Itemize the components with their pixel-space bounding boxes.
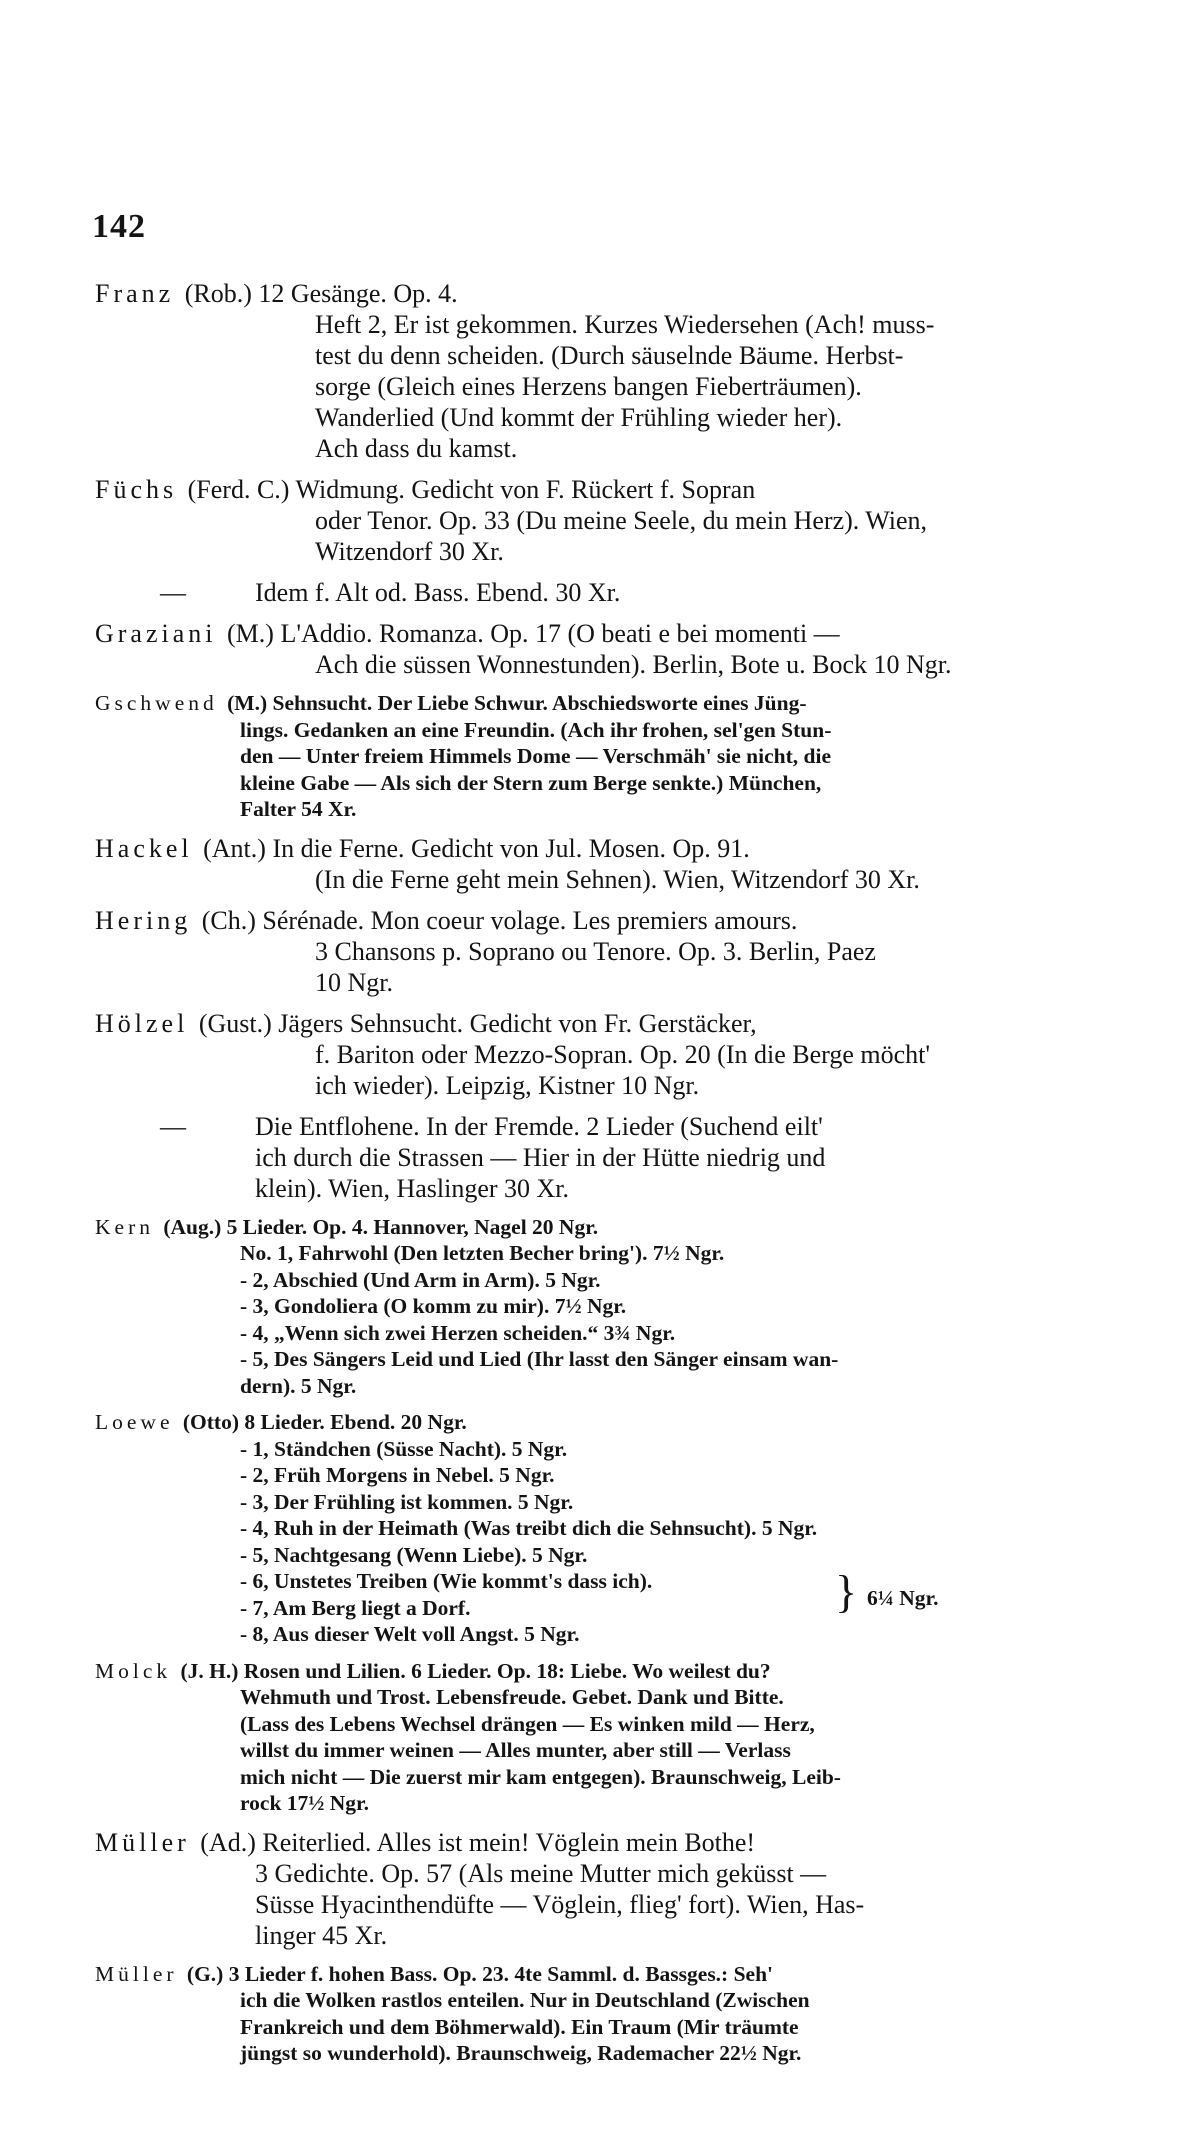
page-number: 142 xyxy=(92,208,146,245)
entry-line xyxy=(95,1293,1075,1320)
catalog-entry xyxy=(95,690,1075,823)
catalog-entry xyxy=(95,1409,1075,1648)
entry-line xyxy=(95,1658,1075,1685)
entry-text: willst du immer weinen — Alles munter, aber still — Verlass xyxy=(240,1738,791,1762)
entry-text: Wanderlied (Und kommt der Frühling wieder her). xyxy=(315,403,843,432)
composer-name: Molck xyxy=(95,1658,181,1683)
entry-line xyxy=(95,1987,1075,2014)
entry-line xyxy=(95,505,1075,536)
entry-text: Falter 54 Xr. xyxy=(240,797,357,821)
entry-line xyxy=(95,649,1075,680)
entry-text: kleine Gabe — Als sich der Stern zum Berge senkte.) München, xyxy=(240,770,822,795)
composer-name: Graziani xyxy=(95,619,228,648)
entry-text: lings. Gedanken an eine Freundin. (Ach ihr frohen, sel'gen Stun- xyxy=(240,717,832,742)
entry-text: Idem f. Alt od. Bass. Ebend. 30 Xr. xyxy=(255,578,621,607)
composer-name: Kern xyxy=(95,1214,164,1239)
catalog-entry xyxy=(95,1008,1075,1101)
entry-text: sorge (Gleich eines Herzens bangen Fieberträumen). xyxy=(315,372,862,401)
entry-text: (Aug.) 5 Lieder. Op. 4. Hannover, Nagel 20 Ngr. xyxy=(163,1214,599,1239)
entry-line xyxy=(95,1436,1075,1463)
entry-line xyxy=(95,905,1075,936)
entry-text: dern). 5 Ngr. xyxy=(240,1373,357,1398)
entry-line xyxy=(95,1542,1075,1569)
entry-line xyxy=(95,1373,1075,1400)
entry-text: oder Tenor. Op. 33 (Du meine Seele, du mein Herz). Wien, xyxy=(315,506,928,535)
entry-line xyxy=(95,1240,1075,1267)
entry-line xyxy=(95,1827,1075,1858)
entry-text: - 1, Ständchen (Süsse Nacht). 5 Ngr. xyxy=(240,1436,568,1461)
ditto-dash: — xyxy=(160,1111,186,1141)
entry-line xyxy=(95,1346,1075,1373)
composer-name: Franz xyxy=(95,279,185,308)
entry-line xyxy=(95,864,1075,895)
entry-text: 3 Gedichte. Op. 57 (Als meine Mutter mich geküsst — xyxy=(255,1858,827,1888)
entry-text: - 3, Gondoliera (O komm zu mir). 7½ Ngr. xyxy=(240,1294,627,1318)
entry-text: (G.) 3 Lieder f. hohen Bass. Op. 23. 4te Samml. d. Bassges.: Seh' xyxy=(186,1961,774,1986)
entry-text: - 5, Nachtgesang (Wenn Liebe). 5 Ngr. xyxy=(240,1542,588,1567)
entry-text: ich durch die Strassen — Hier in der Hütte niedrig und xyxy=(255,1142,826,1172)
entry-text: - 4, „Wenn sich zwei Herzen scheiden.“ 3¾ Ngr. xyxy=(240,1320,676,1345)
entry-line xyxy=(95,1267,1075,1294)
entry-line xyxy=(95,1790,1075,1817)
composer-name: Hölzel xyxy=(95,1008,199,1038)
entry-line xyxy=(95,1737,1075,1764)
entry-line xyxy=(95,1142,1075,1173)
entry-text: Witzendorf 30 Xr. xyxy=(315,537,504,566)
entry-text: (In die Ferne geht mein Sehnen). Wien, Witzendorf 30 Xr. xyxy=(315,864,920,894)
entry-line xyxy=(95,1489,1075,1516)
entry-line xyxy=(95,1621,1075,1648)
entry-line xyxy=(95,1173,1075,1204)
entry-line xyxy=(95,1409,1075,1436)
entry-line xyxy=(95,371,1075,402)
composer-name: Hering xyxy=(95,905,202,935)
entry-text: test du denn scheiden. (Durch säuselnde Bäume. Herbst- xyxy=(315,341,904,370)
entry-text: - 7, Am Berg liegt a Dorf. xyxy=(240,1595,471,1620)
entry-text: jüngst so wunderhold). Braunschweig, Rademacher 22½ Ngr. xyxy=(240,2041,802,2065)
entry-text: No. 1, Fahrwohl (Den letzten Becher bring'). 7½ Ngr. xyxy=(240,1241,725,1265)
entry-line xyxy=(95,796,1075,823)
entry-text: ich die Wolken rastlos enteilen. Nur in Deutschland (Zwischen xyxy=(240,1988,810,2012)
entry-text: ich wieder). Leipzig, Kistner 10 Ngr. xyxy=(315,1070,700,1100)
entry-text: 3 Chansons p. Soprano ou Tenore. Op. 3. Berlin, Paez xyxy=(315,936,876,966)
entry-text: (Gust.) Jägers Sehnsucht. Gedicht von Fr. Gerstäcker, xyxy=(198,1008,757,1038)
entry-text: Die Entflohene. In der Fremde. 2 Lieder (Suchend eilt' xyxy=(255,1111,823,1141)
catalog-entry xyxy=(95,577,1075,608)
entry-text: (Otto) 8 Lieder. Ebend. 20 Ngr. xyxy=(182,1410,467,1434)
entry-line xyxy=(95,936,1075,967)
entry-text: (Ad.) Reiterlied. Alles ist mein! Vöglein mein Bothe! xyxy=(200,1827,756,1857)
entry-text: den — Unter freiem Himmels Dome — Verschmäh' sie nicht, die xyxy=(240,744,831,768)
entry-text: f. Bariton oder Mezzo-Sopran. Op. 20 (In die Berge möcht' xyxy=(315,1039,931,1069)
entry-line xyxy=(95,1462,1075,1489)
entry-text: (M.) L'Addio. Romanza. Op. 17 (O beati e bei momenti — xyxy=(227,619,840,648)
entry-text: - 3, Der Frühling ist kommen. 5 Ngr. xyxy=(240,1489,574,1514)
catalog-entries xyxy=(95,278,1075,2077)
composer-name: Müller xyxy=(95,1961,187,1986)
catalog-entry xyxy=(95,278,1075,464)
entry-line xyxy=(95,577,1075,608)
entry-text: Süsse Hyacinthendüfte — Vöglein, flieg' fort). Wien, Has- xyxy=(255,1889,865,1919)
entry-line xyxy=(95,1515,1075,1542)
entry-line xyxy=(95,1920,1075,1951)
entry-line xyxy=(95,1711,1075,1738)
catalog-entry xyxy=(95,474,1075,567)
composer-name: Loewe xyxy=(95,1410,183,1434)
entry-text: (Ferd. C.) Widmung. Gedicht von F. Rückert f. Sopran xyxy=(187,475,756,504)
catalog-entry xyxy=(95,1961,1075,2067)
entry-line xyxy=(95,1684,1075,1711)
entry-text: linger 45 Xr. xyxy=(255,1920,388,1950)
entry-line xyxy=(95,1111,1075,1142)
entry-line xyxy=(95,309,1075,340)
entry-line xyxy=(95,402,1075,433)
catalog-entry xyxy=(95,1658,1075,1817)
entry-line xyxy=(95,1858,1075,1889)
entry-text: Ach dass du kamst. xyxy=(315,434,518,463)
entry-text: Heft 2, Er ist gekommen. Kurzes Wiedersehen (Ach! muss- xyxy=(315,310,935,339)
entry-line xyxy=(95,474,1075,505)
entry-line xyxy=(95,1039,1075,1070)
composer-name: Hackel xyxy=(95,833,204,863)
entry-line xyxy=(95,833,1075,864)
entry-text: (Ant.) In die Ferne. Gedicht von Jul. Mosen. Op. 91. xyxy=(203,833,750,863)
entry-line xyxy=(95,433,1075,464)
catalog-entry xyxy=(95,618,1075,680)
catalog-entry xyxy=(95,833,1075,895)
ditto-dash: — xyxy=(160,578,186,607)
entry-line xyxy=(95,2014,1075,2041)
entry-text: - 2, Früh Morgens in Nebel. 5 Ngr. xyxy=(240,1463,555,1487)
entry-text: mich nicht — Die zuerst mir kam entgegen). Braunschweig, Leib- xyxy=(240,1764,841,1789)
entry-line xyxy=(95,1214,1075,1241)
entry-text: (Rob.) 12 Gesänge. Op. 4. xyxy=(184,279,458,308)
entry-text: (J. H.) Rosen und Lilien. 6 Lieder. Op. 18: Liebe. Wo weilest du? xyxy=(180,1658,771,1683)
entry-line xyxy=(95,1008,1075,1039)
entry-text: Wehmuth und Trost. Lebensfreude. Gebet. Dank und Bitte. xyxy=(240,1685,784,1709)
entry-line xyxy=(95,618,1075,649)
entry-text: Ach die süssen Wonnestunden). Berlin, Bote u. Bock 10 Ngr. xyxy=(315,650,952,679)
composer-name: Gschwend xyxy=(95,691,228,715)
brace-symbol: } xyxy=(835,1565,858,1617)
entry-line xyxy=(95,1889,1075,1920)
entry-line xyxy=(95,690,1075,717)
entry-line xyxy=(95,770,1075,797)
entry-line xyxy=(95,1320,1075,1347)
entry-text: - 4, Ruh in der Heimath (Was treibt dich die Sehnsucht). 5 Ngr. xyxy=(240,1516,818,1540)
entry-line xyxy=(95,1961,1075,1988)
entry-line xyxy=(95,1764,1075,1791)
entry-line xyxy=(95,340,1075,371)
entry-line xyxy=(95,278,1075,309)
entry-line xyxy=(95,2040,1075,2067)
entry-line xyxy=(95,743,1075,770)
catalog-entry xyxy=(95,905,1075,998)
entry-line xyxy=(95,717,1075,744)
entry-line xyxy=(95,536,1075,567)
entry-text: rock 17½ Ngr. xyxy=(240,1791,369,1815)
entry-line xyxy=(95,1070,1075,1101)
entry-text: - 6, Unstetes Treiben (Wie kommt's dass ich). xyxy=(240,1569,653,1593)
entry-text: - 8, Aus dieser Welt voll Angst. 5 Ngr. xyxy=(240,1622,580,1646)
entry-line xyxy=(95,967,1075,998)
grouped-price: 6¼ Ngr. xyxy=(867,1585,939,1610)
entry-text: - 5, Des Sängers Leid und Lied (Ihr lasst den Sänger einsam wan- xyxy=(240,1347,839,1371)
entry-text: (M.) Sehnsucht. Der Liebe Schwur. Abschiedsworte eines Jüng- xyxy=(227,691,807,715)
entry-text: (Lass des Lebens Wechsel drängen — Es winken mild — Herz, xyxy=(240,1711,815,1736)
entry-text: (Ch.) Sérénade. Mon coeur volage. Les premiers amours. xyxy=(201,905,798,935)
composer-name: Füchs xyxy=(95,475,188,504)
catalog-entry xyxy=(95,1214,1075,1400)
entry-text: - 2, Abschied (Und Arm in Arm). 5 Ngr. xyxy=(240,1267,601,1292)
composer-name: Müller xyxy=(95,1827,201,1857)
catalog-entry xyxy=(95,1111,1075,1204)
entry-text: klein). Wien, Haslinger 30 Xr. xyxy=(255,1173,570,1203)
entry-text: Frankreich und dem Böhmerwald). Ein Traum (Mir träumte xyxy=(240,2014,799,2039)
catalog-entry xyxy=(95,1827,1075,1951)
entry-text: 10 Ngr. xyxy=(315,967,393,997)
